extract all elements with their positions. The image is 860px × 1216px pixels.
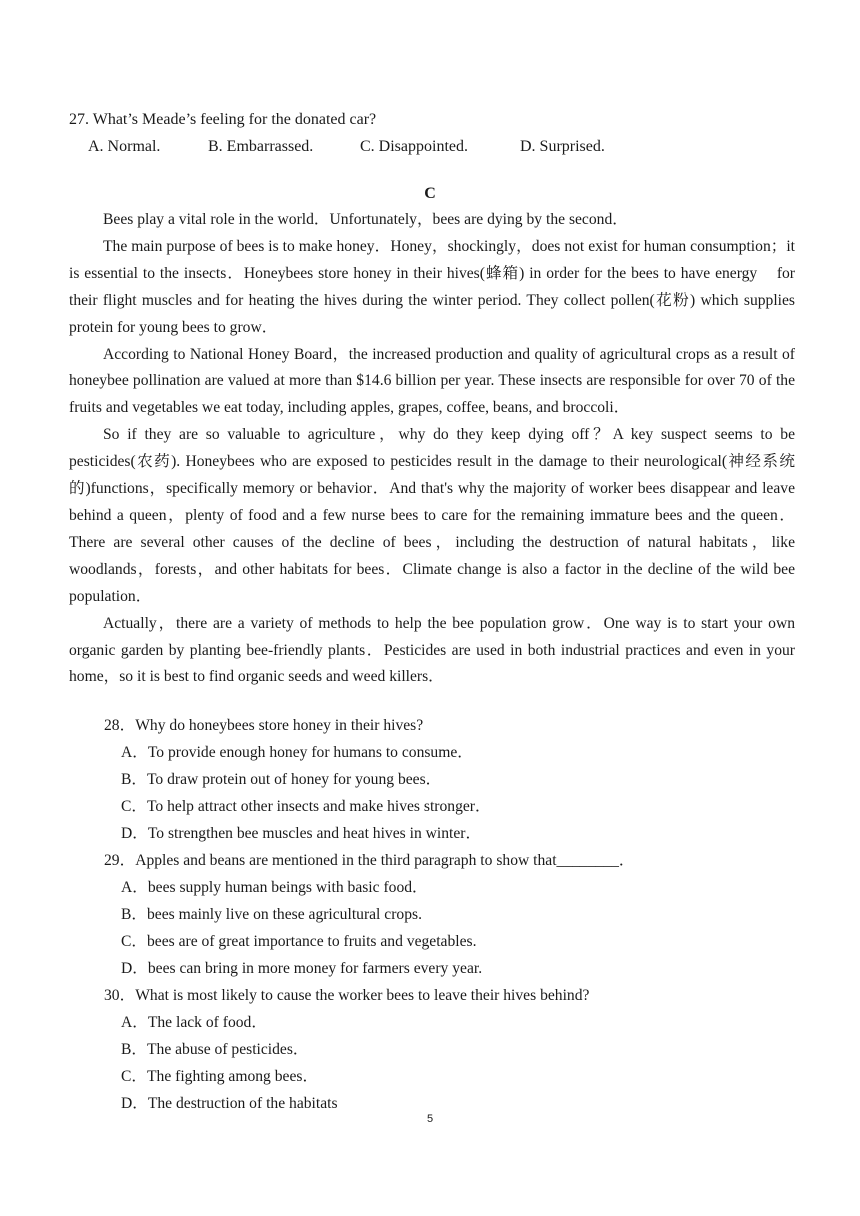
section-heading: C — [424, 185, 436, 202]
q30-option-b: B．The abuse of pesticides． — [121, 1041, 309, 1058]
paragraph: So if they are so valuable to agriculture，why do they keep dying off？A key suspect seems to be pesticides(农药). Honeybees who are exposed to pesticides result in the damage to their neurological(神经系统的)functions，specifically memory or behavior．And that's why the majority of worker bees disappear and leave behind a queen，plenty of food and a few nurse bees to care for the remaining immature bees and the queen．There are several other causes of the decline of bees，including the destruction of natural habitats，like woodlands，forests，and other habitats for bees．Climate change is also a factor in the decline of the wild bee population． — [69, 426, 795, 605]
question-30-stem: 30．What is most likely to cause the worker bees to leave their hives behind? — [104, 987, 590, 1004]
paragraph: Bees play a vital role in the world．Unfortunately，bees are dying by the second． — [103, 211, 628, 228]
q30-option-a: A．The lack of food． — [121, 1014, 267, 1031]
page-number: 5 — [426, 1113, 434, 1125]
q29-option-d: D．bees can bring in more money for farmers every year. — [121, 960, 483, 977]
passage — [69, 207, 795, 691]
q29-option-a: A．bees supply human beings with basic food． — [121, 879, 428, 896]
q29-option-c: C．bees are of great importance to fruits and vegetables. — [121, 933, 477, 950]
paragraph: The main purpose of bees is to make honey．Honey，shockingly，does not exist for human consumption；it is essential to the insects．Honeybees store honey in their hives(蜂箱) in order for the bees to have energy for their flight muscles and for heating the hives during the winter period. They collect pollen(花粉) which supplies protein for young bees to grow． — [69, 237, 795, 336]
q27-option-d: D. Surprised. — [520, 138, 605, 155]
q28-option-c: C．To help attract other insects and make hives stronger． — [121, 798, 491, 815]
q27-option-b: B. Embarrassed. — [208, 138, 314, 155]
q28-option-a: A．To provide enough honey for humans to consume． — [121, 744, 473, 761]
paragraph: According to National Honey Board，the increased production and quality of agricultural crops as a result of honeybee pollination are valued at more than $14.6 billion per year. These insects are responsible for over 70 of the fruits and vegetables we eat today, including apples, grapes, coffee, beans, and broccoli． — [69, 345, 795, 417]
q30-option-c: C．The fighting among bees． — [121, 1068, 319, 1085]
q29-option-b: B．bees mainly live on these agricultural crops. — [121, 906, 422, 923]
q28-option-d: D．To strengthen bee muscles and heat hives in winter． — [121, 825, 482, 842]
paragraph: Actually，there are a variety of methods to help the bee population grow．One way is to start your own organic garden by planting bee-friendly plants．Pesticides are used in both industrial practices and even in your home，so it is best to find organic seeds and weed killers． — [69, 614, 795, 686]
q30-option-d: D．The destruction of the habitats — [121, 1095, 338, 1112]
question-27-options — [88, 137, 605, 157]
q28-option-b: B．To draw protein out of honey for young bees． — [121, 771, 442, 788]
question-28-stem: 28．Why do honeybees store honey in their hives? — [104, 717, 424, 734]
question-27-stem: 27. What’s Meade’s feeling for the donated car? — [69, 111, 377, 128]
q27-option-c: C. Disappointed. — [360, 138, 468, 155]
q27-option-a: A. Normal. — [88, 138, 161, 155]
question-29-stem: 29．Apples and beans are mentioned in the third paragraph to show that________． — [104, 852, 635, 869]
questions — [69, 712, 795, 1117]
